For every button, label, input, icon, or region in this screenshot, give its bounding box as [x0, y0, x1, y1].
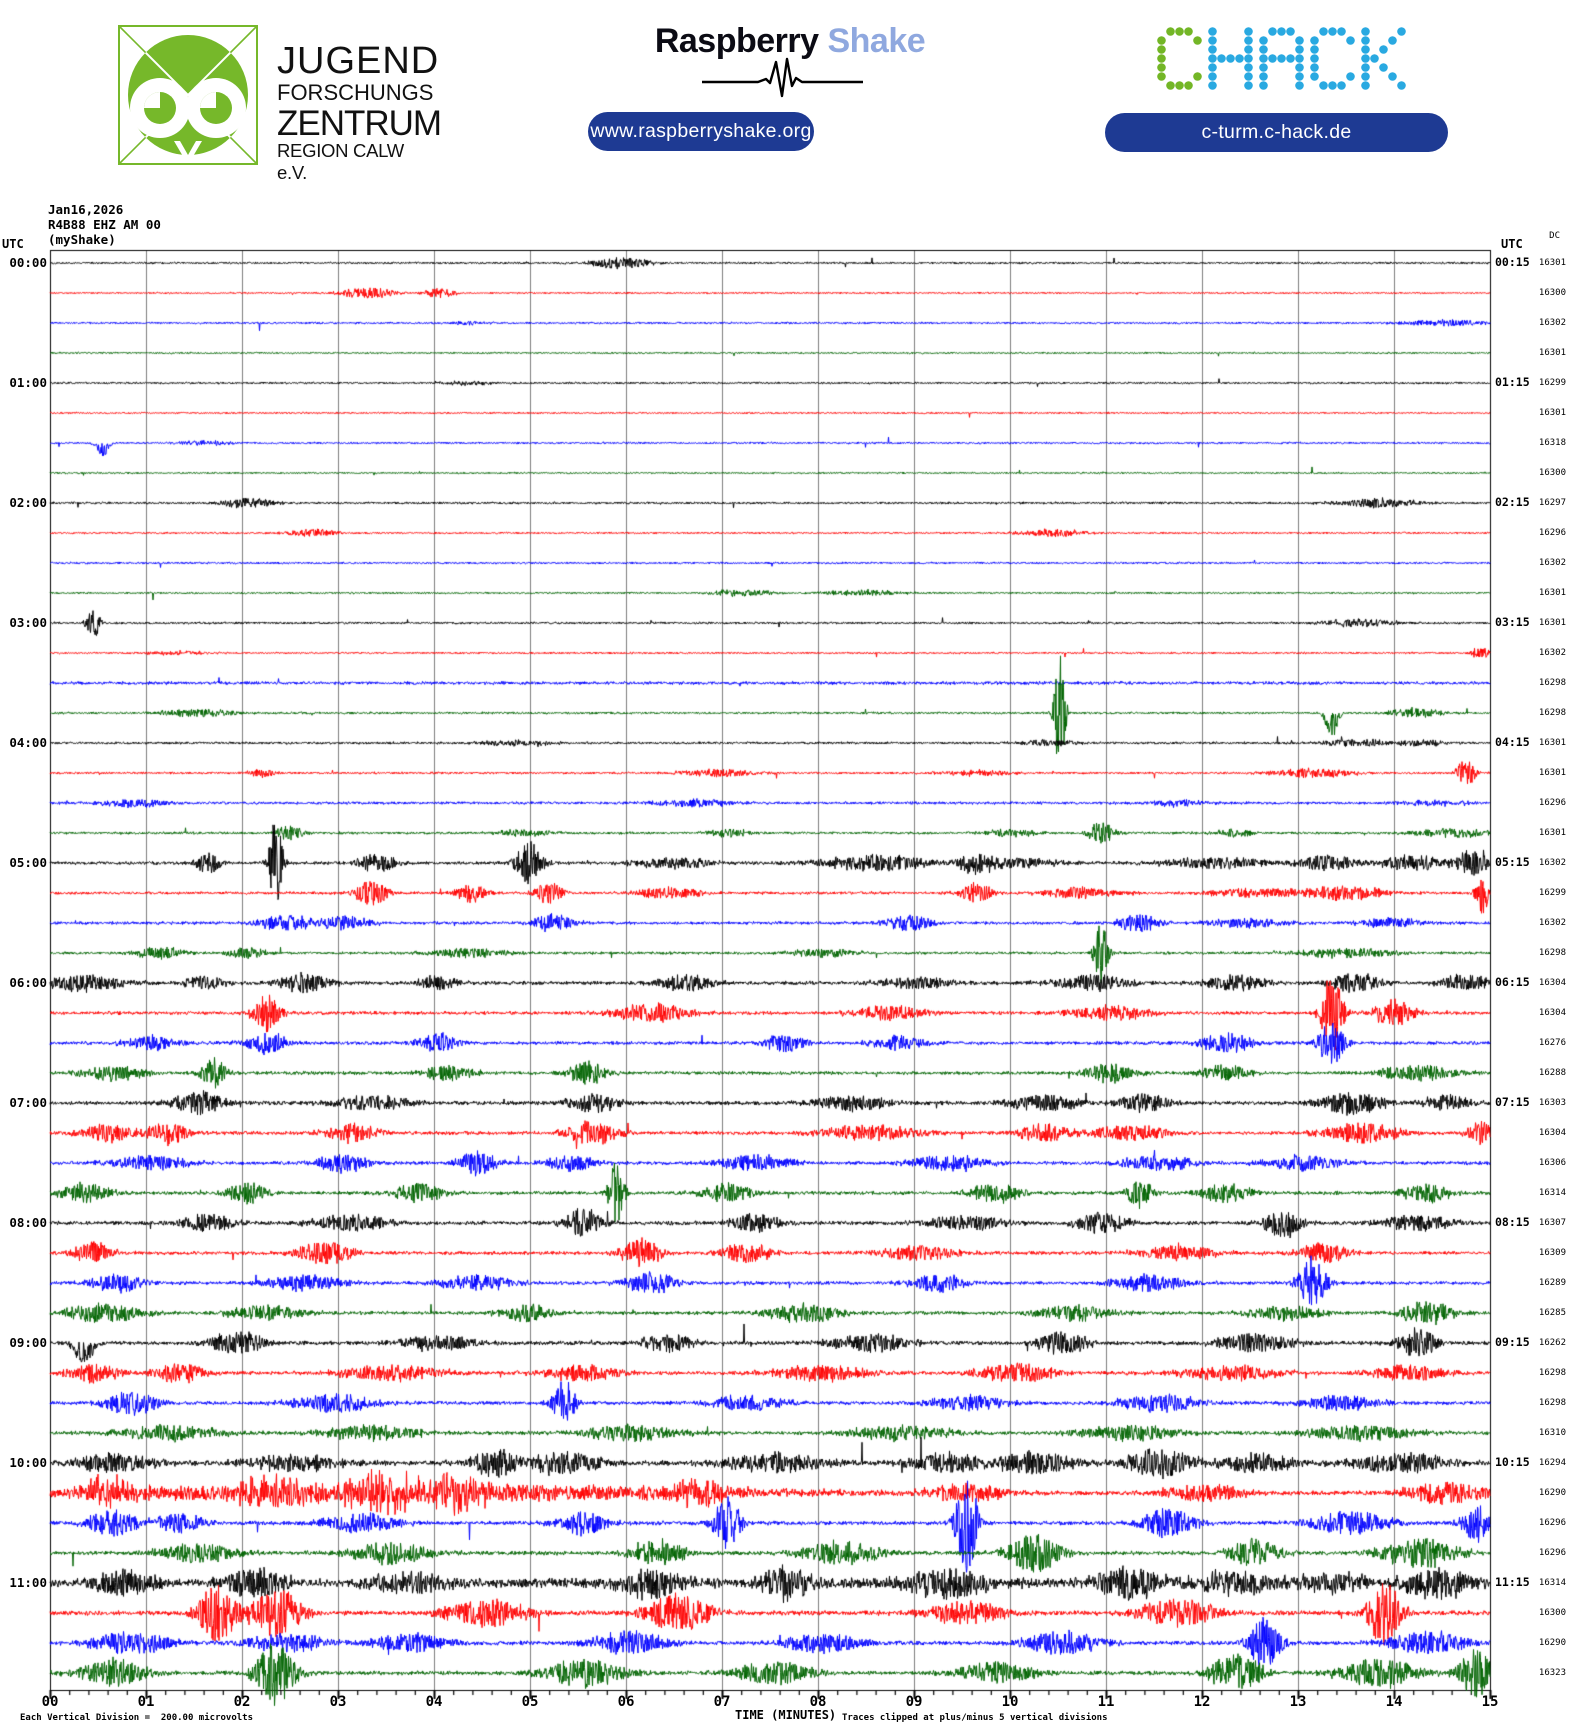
dc-value: 16301	[1538, 408, 1566, 418]
dc-value: 16300	[1538, 1608, 1566, 1618]
dc-value: 16301	[1538, 768, 1566, 778]
dc-value: 16299	[1538, 378, 1566, 388]
right-time-label: 05:15	[1495, 855, 1530, 869]
right-time-label: 07:15	[1495, 1095, 1530, 1109]
dc-value: 16299	[1538, 888, 1566, 898]
x-axis-label: TIME (MINUTES)	[735, 1708, 837, 1722]
x-tick-label: 00	[41, 1694, 59, 1710]
dc-value: 16301	[1538, 618, 1566, 628]
x-tick-label: 14	[1385, 1694, 1403, 1710]
x-tick-label: 04	[425, 1694, 443, 1710]
dc-value: 16285	[1538, 1308, 1566, 1318]
left-time-label: 06:00	[9, 975, 47, 990]
dc-value: 16304	[1538, 1128, 1566, 1138]
plot-title-station: R4B88 EHZ AM 00	[48, 217, 161, 232]
clipping-note: Traces clipped at plus/minus 5 vertical divisions	[842, 1713, 1108, 1723]
x-tick-label: 15	[1481, 1694, 1499, 1710]
plot-title-network: (myShake)	[48, 232, 116, 247]
x-tick-label: 09	[905, 1694, 923, 1710]
dc-value: 16294	[1538, 1458, 1566, 1468]
right-time-label: 09:15	[1495, 1335, 1530, 1349]
dc-value: 16307	[1538, 1218, 1566, 1228]
c-hack-link[interactable]: c-turm.c-hack.de	[1105, 113, 1448, 152]
dc-value: 16296	[1538, 798, 1566, 808]
dc-value: 16300	[1538, 288, 1566, 298]
right-time-label: 03:15	[1495, 615, 1530, 629]
shake-text: Shake	[818, 22, 926, 60]
dc-value: 16310	[1538, 1428, 1566, 1438]
left-time-label: 09:00	[9, 1335, 47, 1350]
x-tick-label: 02	[233, 1694, 251, 1710]
dc-value: 16304	[1538, 1008, 1566, 1018]
right-time-label: 02:15	[1495, 495, 1530, 509]
dc-value: 16298	[1538, 1368, 1566, 1378]
dc-value: 16297	[1538, 498, 1566, 508]
left-time-label: 07:00	[9, 1095, 47, 1110]
x-tick-label: 13	[1289, 1694, 1307, 1710]
right-time-label: 00:15	[1495, 255, 1530, 269]
left-time-label: 03:00	[9, 615, 47, 630]
owl-logo-icon	[118, 25, 258, 165]
right-time-label: 10:15	[1495, 1455, 1530, 1469]
dc-value: 16318	[1538, 438, 1566, 448]
left-time-label: 04:00	[9, 735, 47, 750]
dc-value: 16301	[1538, 258, 1566, 268]
dc-value: 16290	[1538, 1488, 1566, 1498]
c-hack-dot-letters-icon	[1157, 27, 1407, 91]
dc-value: 16288	[1538, 1068, 1566, 1078]
left-time-label: 11:00	[9, 1575, 47, 1590]
raspberry-text: Raspberry	[654, 22, 819, 60]
dc-value: 16301	[1538, 738, 1566, 748]
dc-value: 16302	[1538, 918, 1566, 928]
dc-value: 16323	[1538, 1668, 1566, 1678]
x-tick-label: 05	[521, 1694, 539, 1710]
jfz-line-4: REGION CALW e.V.	[277, 140, 404, 183]
left-time-label: 08:00	[9, 1215, 47, 1230]
dc-value: 16290	[1538, 1638, 1566, 1648]
x-tick-label: 01	[137, 1694, 155, 1710]
utc-right-header: UTC	[1501, 237, 1523, 251]
seismogram-wave-icon	[700, 56, 865, 98]
left-time-label: 01:00	[9, 375, 47, 390]
dc-value: 16298	[1538, 708, 1566, 718]
dc-value: 16302	[1538, 558, 1566, 568]
utc-left-header: UTC	[2, 237, 24, 251]
dc-value: 16309	[1538, 1248, 1566, 1258]
dc-value: 16289	[1538, 1278, 1566, 1288]
jfz-line-3: ZENTRUM	[277, 104, 442, 143]
dc-value: 16303	[1538, 1098, 1566, 1108]
dc-value: 16314	[1538, 1188, 1566, 1198]
dc-value: 16300	[1538, 468, 1566, 478]
dc-value: 16276	[1538, 1038, 1566, 1048]
dc-value: 16262	[1538, 1338, 1566, 1348]
x-tick-label: 12	[1193, 1694, 1211, 1710]
x-tick-label: 11	[1097, 1694, 1115, 1710]
right-time-label: 11:15	[1495, 1575, 1530, 1589]
x-tick-label: 10	[1001, 1694, 1019, 1710]
right-time-label: 06:15	[1495, 975, 1530, 989]
dc-value: 16301	[1538, 348, 1566, 358]
left-time-label: 00:00	[9, 255, 47, 270]
dc-value: 16301	[1538, 588, 1566, 598]
right-time-label: 08:15	[1495, 1215, 1530, 1229]
dc-value: 16296	[1538, 1518, 1566, 1528]
x-tick-label: 07	[713, 1694, 731, 1710]
jfz-line-1: JUGEND	[277, 40, 440, 82]
dc-value: 16306	[1538, 1158, 1566, 1168]
dc-value: 16296	[1538, 1548, 1566, 1558]
dc-value: 16304	[1538, 978, 1566, 988]
vertical-scale-note: Each Vertical Division = 200.00 microvolts	[20, 1713, 253, 1723]
dc-value: 16314	[1538, 1578, 1566, 1588]
x-tick-label: 08	[809, 1694, 827, 1710]
dc-value: 16302	[1538, 318, 1566, 328]
dc-column-header: DC	[1549, 231, 1560, 241]
right-time-label: 01:15	[1495, 375, 1530, 389]
dc-value: 16296	[1538, 528, 1566, 538]
jfz-line-2: FORSCHUNGS	[277, 80, 434, 105]
right-time-label: 04:15	[1495, 735, 1530, 749]
dc-value: 16302	[1538, 648, 1566, 658]
dc-value: 16301	[1538, 828, 1566, 838]
left-time-label: 05:00	[9, 855, 47, 870]
x-tick-label: 03	[329, 1694, 347, 1710]
left-time-label: 02:00	[9, 495, 47, 510]
left-time-label: 10:00	[9, 1455, 47, 1470]
dc-value: 16298	[1538, 948, 1566, 958]
plot-title-date: Jan16,2026	[48, 202, 124, 217]
dc-value: 16302	[1538, 858, 1566, 868]
x-tick-label: 06	[617, 1694, 635, 1710]
dc-value: 16298	[1538, 1398, 1566, 1408]
raspberryshake-link[interactable]: www.raspberryshake.org	[588, 112, 814, 151]
dc-value: 16298	[1538, 678, 1566, 688]
